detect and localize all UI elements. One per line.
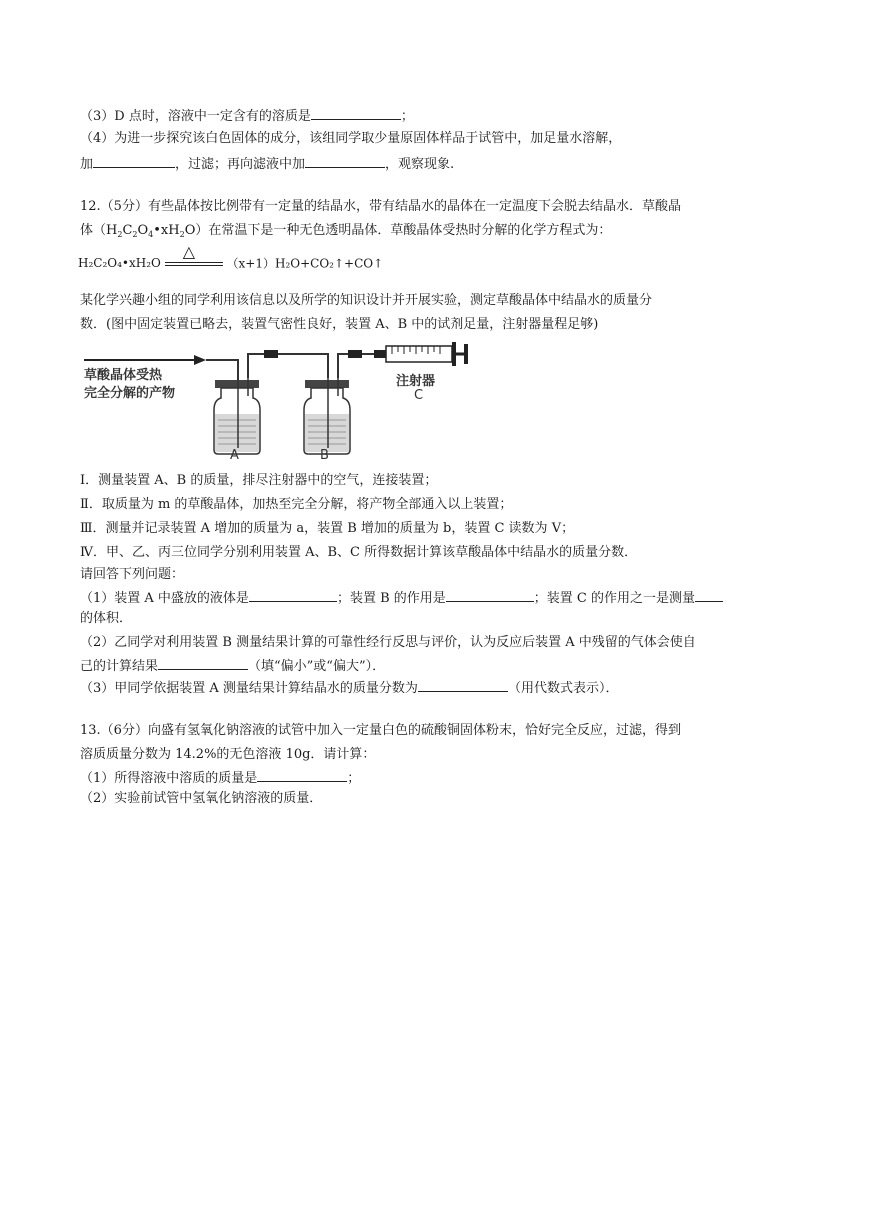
q11-item4-text-a: 加 bbox=[80, 157, 94, 172]
figure-source-label-2: 完全分解的产物 bbox=[84, 386, 176, 401]
figure-label-a: A bbox=[230, 448, 239, 463]
equation-reactant: H₂C₂O₄•xH₂O bbox=[78, 256, 161, 270]
q12-a1-text-a: （1）装置 A 中盛放的液体是 bbox=[80, 591, 249, 606]
q12-answer-1-cont: 的体积． bbox=[80, 611, 133, 626]
q13-item-2: （2）实验前试管中氢氧化钠溶液的质量． bbox=[80, 791, 323, 806]
q12-answer-2-line2 bbox=[80, 656, 385, 676]
subscript: 2 bbox=[132, 230, 138, 239]
q12-a1-text-b: ；装置 B 的作用是 bbox=[336, 591, 446, 606]
figure-syringe-label: 注射器 bbox=[396, 374, 436, 389]
answer-blank[interactable] bbox=[311, 106, 401, 120]
q11-item4-text-b: ，过滤；再向滤液中加 bbox=[175, 157, 306, 172]
q12-step-2: Ⅱ．取质量为 m 的草酸晶体，加热至完全分解，将产物全部通入以上装置； bbox=[80, 497, 513, 512]
q12-line2-b: C bbox=[122, 223, 133, 238]
answer-blank[interactable] bbox=[249, 588, 337, 602]
chemical-equation bbox=[78, 242, 384, 274]
q12-line2-d: •xH bbox=[153, 223, 180, 238]
q13-item-1 bbox=[80, 768, 360, 788]
q12-a1-text-c: ；装置 C 的作用之一是测量 bbox=[533, 591, 695, 606]
q12-a3-text-b: （用代数式表示）． bbox=[507, 681, 619, 696]
q12-line2 bbox=[80, 222, 611, 244]
q12-step-1: Ⅰ．测量装置 A、B 的质量，排尽注射器中的空气，连接装置； bbox=[80, 473, 438, 488]
q12-intro-2: 数．(图中固定装置已略去，装置气密性良好，装置 A、B 中的试剂足量，注射器量程足够) bbox=[80, 317, 599, 332]
q11-item4-text-c: ，观察现象. bbox=[385, 157, 455, 172]
q12-line2-c: O bbox=[137, 223, 149, 238]
q12-prompt: 请回答下列问题： bbox=[80, 567, 185, 582]
q12-answer-3 bbox=[80, 678, 618, 698]
q12-intro-1: 某化学兴趣小组的同学利用该信息以及所学的知识设计并开展实验，测定草酸晶体中结晶水的质量分 bbox=[80, 293, 653, 308]
q12-step-4: Ⅳ．甲、乙、丙三位同学分别利用装置 A、B、C 所得数据计算该草酸晶体中结晶水的质量分数． bbox=[80, 545, 638, 560]
answer-blank[interactable] bbox=[446, 588, 534, 602]
figure-source-label: 草酸晶体受热 bbox=[84, 368, 163, 383]
answer-blank[interactable] bbox=[305, 154, 385, 168]
answer-blank[interactable] bbox=[418, 678, 508, 692]
q12-line2-e: O）在常温下是一种无色透明晶体．草酸晶体受热时分解的化学方程式为： bbox=[184, 223, 612, 238]
q12-header: 12.（5分）有些晶体按比例带有一定量的结晶水，带有结晶水的晶体在一定温度下会脱去结晶水．草酸晶 bbox=[80, 199, 681, 214]
equation-arrow bbox=[165, 242, 223, 274]
answer-blank[interactable] bbox=[695, 588, 723, 602]
q13-line2: 溶质质量分数为 14.2%的无色溶液 10g．请计算： bbox=[80, 747, 376, 762]
figure-label-b: B bbox=[320, 448, 329, 463]
q11-item3 bbox=[80, 106, 414, 126]
q11-item4-line2 bbox=[80, 154, 454, 174]
q13-item1-suffix: ； bbox=[347, 771, 361, 786]
q13-item1-text: （1）所得溶液中溶质的质量是 bbox=[80, 771, 258, 786]
q12-a2-text-a: 己的计算结果 bbox=[80, 659, 159, 674]
heat-condition-symbol: △ bbox=[182, 242, 196, 261]
q12-line2-a: 体（H bbox=[80, 223, 118, 238]
q12-a3-text-a: （3）甲同学依据装置 A 测量结果计算结晶水的质量分数为 bbox=[80, 681, 418, 696]
subscript: 2 bbox=[117, 230, 123, 239]
answer-blank[interactable] bbox=[158, 656, 248, 670]
q13-header: 13.（6分）向盛有氢氧化钠溶液的试管中加入一定量白色的硫酸铜固体粉末，恰好完全反应，过滤，得到 bbox=[80, 723, 681, 738]
equation-products: （x+1）H₂O+CO₂↑+CO↑ bbox=[226, 256, 384, 271]
answer-blank[interactable] bbox=[93, 154, 175, 168]
answer-blank[interactable] bbox=[257, 768, 347, 782]
subscript: 2 bbox=[179, 230, 185, 239]
apparatus-figure bbox=[78, 338, 478, 466]
q12-step-3: Ⅲ．测量并记录装置 A 增加的质量为 a，装置 B 增加的质量为 b，装置 C 读数为 V； bbox=[80, 521, 575, 536]
figure-label-c: C bbox=[414, 388, 424, 403]
q12-answer-2-line1: （2）乙同学对利用装置 B 测量结果计算的可靠性经行反思与评价，认为反应后装置 A 中残留的气体会使自 bbox=[80, 635, 696, 650]
q12-answer-1 bbox=[80, 588, 723, 608]
subscript: 4 bbox=[148, 230, 154, 239]
q11-item4-line1: （4）为进一步探究该白色固体的成分，该组同学取少量原固体样品于试管中，加足量水溶解， bbox=[80, 131, 622, 146]
q11-item3-suffix: ； bbox=[400, 109, 414, 124]
q12-a2-text-b: （填“偏小”或“偏大”）． bbox=[248, 659, 386, 674]
q11-item3-text: （3）D 点时，溶液中一定含有的溶质是 bbox=[80, 109, 311, 124]
